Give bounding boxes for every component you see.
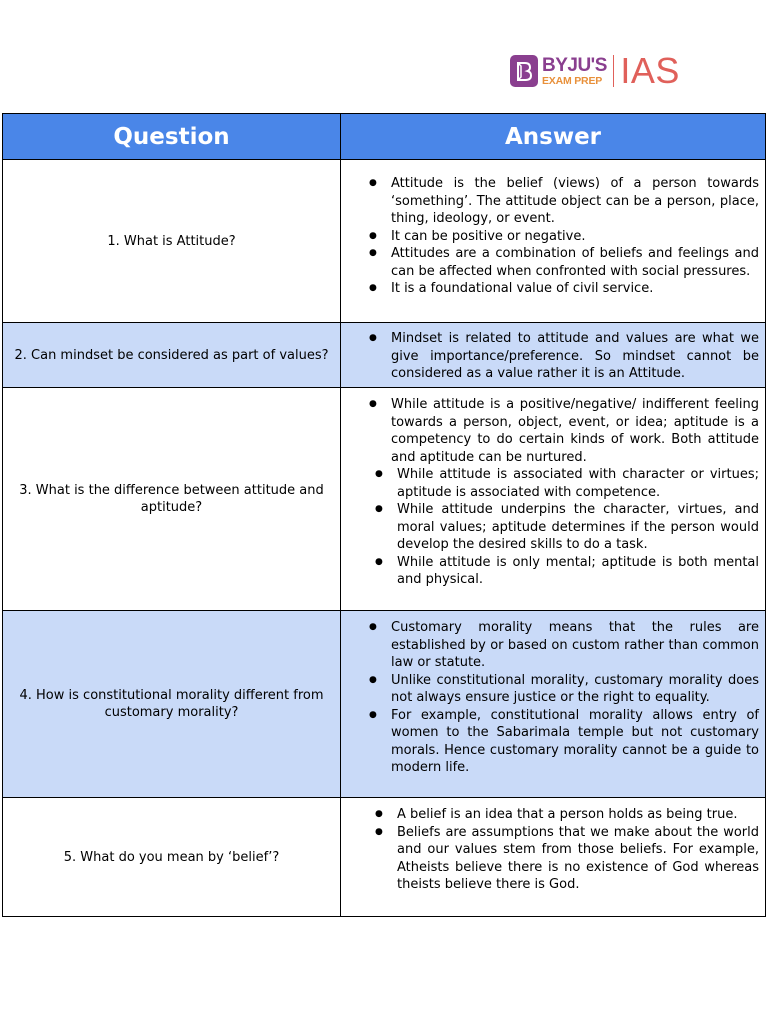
answer-item: ● While attitude is associated with character or virtues; aptitude is associated with competence. <box>341 466 759 501</box>
table-row <box>3 798 766 917</box>
answer-cell <box>341 388 766 611</box>
question-cell: 2. Can mindset be considered as part of values? <box>3 323 341 388</box>
answer-item: ● A belief is an idea that a person holds as being true. <box>341 806 759 824</box>
logo-product: IAS <box>620 50 680 91</box>
table-row <box>3 388 766 611</box>
answer-item: ● Mindset is related to attitude and values are what we give importance/preference. So mindset cannot be considered as a value rather it is an Attitude. <box>341 330 759 383</box>
answer-cell <box>341 798 766 917</box>
answer-item: ● Beliefs are assumptions that we make about the world and our values stem from those beliefs. For example, Atheists believe there is no existence of God whereas theists believe there is God. <box>341 824 759 894</box>
byjus-ias-logo <box>510 52 680 90</box>
answer-cell <box>341 323 766 388</box>
answer-item: ● Unlike constitutional morality, customary morality does not always ensure justice or the right to equality. <box>341 672 759 707</box>
answer-item: ● It is a foundational value of civil service. <box>341 280 759 298</box>
answer-cell <box>341 611 766 798</box>
table-row <box>3 323 766 388</box>
table-header-row <box>3 114 766 160</box>
answer-item: ● Customary morality means that the rules are established by or based on custom rather than common law or statute. <box>341 619 759 672</box>
table-row <box>3 160 766 323</box>
table-row <box>3 611 766 798</box>
question-cell: 5. What do you mean by ‘belief’? <box>3 798 341 917</box>
question-cell: 1. What is Attitude? <box>3 160 341 323</box>
qa-table <box>2 113 766 917</box>
question-header: Question <box>3 114 341 160</box>
answer-cell <box>341 160 766 323</box>
question-cell: 4. How is constitutional morality different from customary morality? <box>3 611 341 798</box>
logo-brand: BYJU'S <box>542 54 607 76</box>
answer-item: ● While attitude is a positive/negative/ indifferent feeling towards a person, object, event, or idea; aptitude is a competency to do certain kinds of work. Both attitude and aptitude can be nurtured. <box>341 396 759 466</box>
answer-header: Answer <box>341 114 766 160</box>
answer-item: ● Attitudes are a combination of beliefs and feelings and can be affected when confronted with social pressures. <box>341 245 759 280</box>
logo-divider <box>613 55 615 87</box>
question-cell: 3. What is the difference between attitude and aptitude? <box>3 388 341 611</box>
answer-item: ● While attitude underpins the character, virtues, and moral values; aptitude determines if the person would develop the desired skills to do a task. <box>341 501 759 554</box>
logo-subtitle: EXAM PREP <box>542 74 603 87</box>
answer-item: ● For example, constitutional morality allows entry of women to the Sabarimala temple but not customary morals. Hence customary morality cannot be a guide to modern life. <box>341 707 759 777</box>
answer-item: ● Attitude is the belief (views) of a person towards ‘something’. The attitude object can be a person, place, thing, ideology, or event. <box>341 175 759 228</box>
answer-item: ● It can be positive or negative. <box>341 228 759 246</box>
answer-item: ● While attitude is only mental; aptitude is both mental and physical. <box>341 554 759 589</box>
byjus-b-icon <box>510 55 538 87</box>
